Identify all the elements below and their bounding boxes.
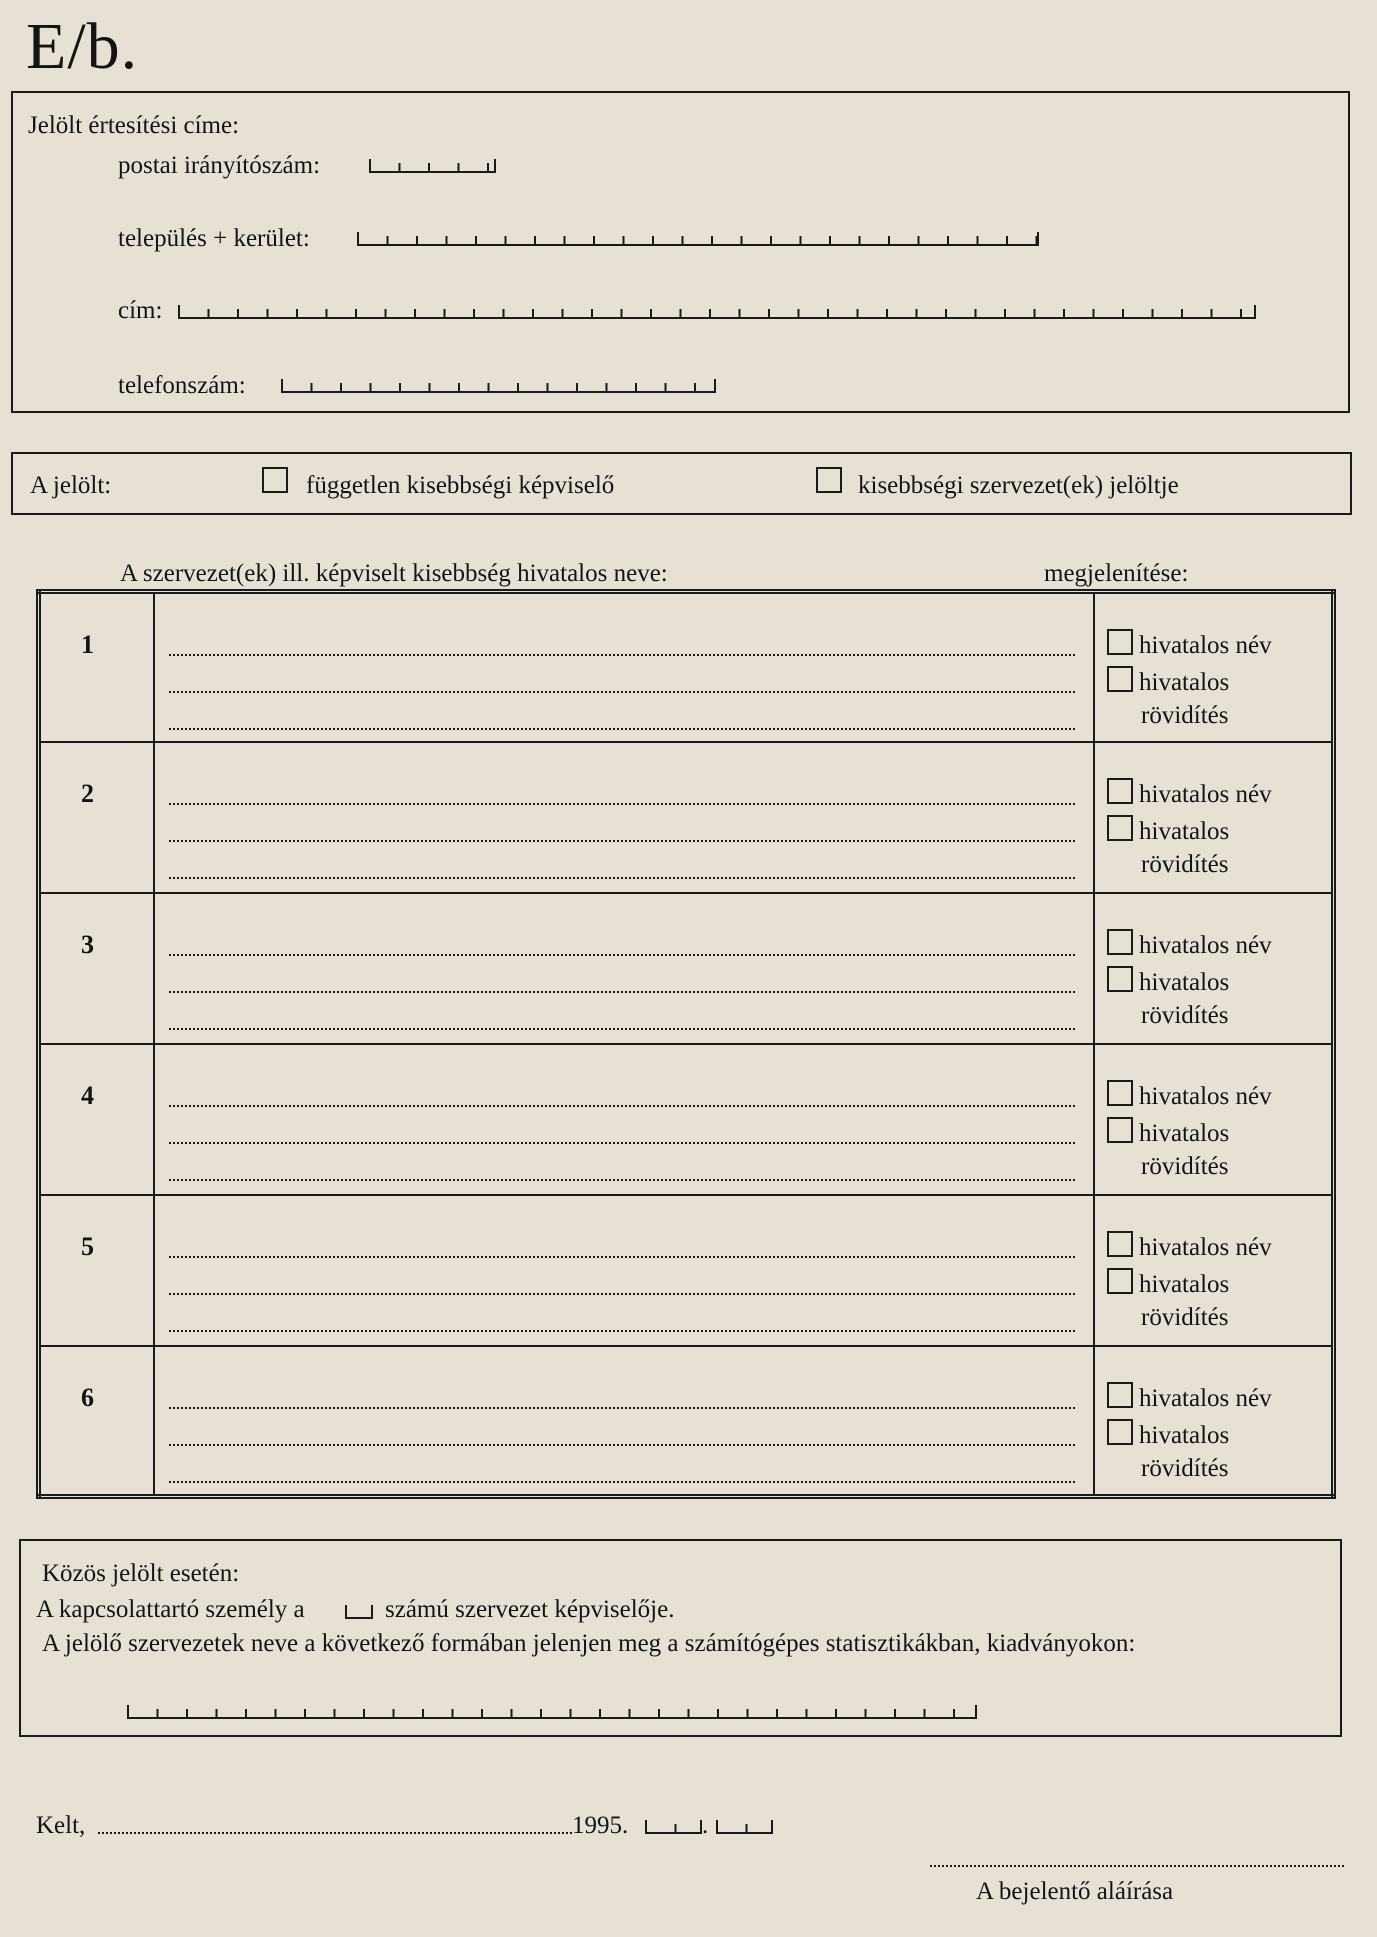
settlement-field[interactable] — [357, 232, 1039, 246]
org-name-line-2[interactable] — [169, 1444, 1075, 1446]
row-number: 1 — [81, 630, 94, 659]
official-abbreviation-option[interactable] — [1107, 815, 1229, 846]
table-row — [39, 1195, 1334, 1346]
official-abbreviation-option[interactable] — [1107, 966, 1229, 997]
official-name-checkbox[interactable] — [1107, 778, 1133, 804]
month-field[interactable] — [645, 1820, 702, 1834]
candidate-label: A jelölt: — [30, 472, 112, 499]
org-name-cell — [154, 742, 1094, 893]
official-name-option[interactable] — [1107, 778, 1272, 809]
display-header: megjelenítése: — [1044, 560, 1189, 587]
date-separator: . — [702, 1812, 709, 1839]
official-abbreviation-label-2: rövidítés — [1141, 851, 1229, 879]
independent-checkbox[interactable] — [262, 467, 288, 493]
official-abbreviation-label-2: rövidítés — [1141, 1303, 1229, 1331]
official-name-option[interactable] — [1107, 1382, 1272, 1413]
official-abbreviation-option[interactable] — [1107, 1419, 1229, 1450]
table-row — [39, 1346, 1334, 1497]
display-option-cell — [1094, 893, 1334, 1044]
org-name-line-1[interactable] — [169, 654, 1075, 656]
official-name-checkbox[interactable] — [1107, 1231, 1133, 1257]
official-name-checkbox[interactable] — [1107, 629, 1133, 655]
official-name-option[interactable] — [1107, 929, 1272, 960]
row-number: 2 — [81, 779, 94, 809]
official-abbreviation-label-2: rövidítés — [1141, 1152, 1229, 1180]
official-name-checkbox[interactable] — [1107, 1080, 1133, 1106]
org-name-line-3[interactable] — [169, 877, 1075, 879]
place-label: Kelt, — [36, 1812, 86, 1839]
display-option-cell — [1094, 1346, 1334, 1497]
address-heading: Jelölt értesítési címe: — [28, 112, 240, 139]
row-number-cell — [39, 1346, 155, 1497]
official-name-checkbox[interactable] — [1107, 929, 1133, 955]
display-option-cell — [1094, 1044, 1334, 1195]
official-abbreviation-label: hivatalos — [1139, 1119, 1230, 1147]
row-number-cell — [39, 592, 155, 743]
org-name-line-1[interactable] — [169, 803, 1075, 805]
contact-suffix: számú szervezet képviselője. — [385, 1596, 675, 1623]
official-name-label: hivatalos név — [1139, 932, 1272, 960]
org-name-line-1[interactable] — [169, 954, 1075, 956]
official-name-checkbox[interactable] — [1107, 1382, 1133, 1408]
table-row — [39, 592, 1334, 743]
official-abbreviation-label: hivatalos — [1139, 1270, 1230, 1298]
official-name-label: hivatalos név — [1139, 1384, 1272, 1412]
contact-org-number-field[interactable] — [345, 1605, 373, 1619]
official-name-label: hivatalos név — [1139, 1082, 1272, 1110]
org-name-header: A szervezet(ek) ill. képviselt kisebbség hivatalos neve: — [120, 560, 668, 587]
official-abbreviation-label: hivatalos — [1139, 969, 1230, 997]
row-number: 4 — [81, 1080, 94, 1110]
official-abbreviation-checkbox[interactable] — [1107, 1268, 1133, 1294]
phone-label: telefonszám: — [118, 372, 246, 399]
postal-code-field[interactable] — [369, 159, 496, 173]
official-abbreviation-checkbox[interactable] — [1107, 1419, 1133, 1445]
official-abbreviation-checkbox[interactable] — [1107, 1117, 1133, 1143]
org-name-line-2[interactable] — [169, 1142, 1075, 1144]
row-number-cell — [39, 742, 155, 893]
org-name-cell — [154, 1195, 1094, 1346]
org-name-line-3[interactable] — [169, 1481, 1075, 1483]
org-name-line-2[interactable] — [169, 691, 1075, 693]
official-name-label: hivatalos név — [1139, 1233, 1272, 1261]
display-name-field[interactable] — [127, 1705, 977, 1719]
official-abbreviation-checkbox[interactable] — [1107, 666, 1133, 692]
org-name-line-1[interactable] — [169, 1256, 1075, 1258]
day-field[interactable] — [716, 1820, 773, 1834]
org-candidate-label: kisebbségi szervezet(ek) jelöltje — [858, 472, 1179, 499]
official-abbreviation-option[interactable] — [1107, 1117, 1229, 1148]
org-name-line-2[interactable] — [169, 991, 1075, 993]
row-number-cell — [39, 1044, 155, 1195]
display-option-cell — [1094, 592, 1334, 743]
org-name-line-3[interactable] — [169, 1330, 1075, 1332]
official-name-option[interactable] — [1107, 629, 1272, 660]
org-name-cell — [154, 1346, 1094, 1497]
official-abbreviation-label-2: rövidítés — [1141, 702, 1229, 729]
official-abbreviation-checkbox[interactable] — [1107, 815, 1133, 841]
official-abbreviation-label: hivatalos — [1139, 1421, 1230, 1449]
row-number: 3 — [81, 930, 94, 960]
contact-prefix: A kapcsolattartó személy a — [36, 1596, 305, 1623]
official-abbreviation-label-2: rövidítés — [1141, 1002, 1229, 1030]
place-field[interactable] — [98, 1832, 572, 1834]
names-instruction: A jelölő szervezetek neve a következő formában jelenjen meg a számítógépes statisztikákban, kiadványokon: — [42, 1630, 1136, 1657]
street-label: cím: — [118, 297, 163, 324]
postal-code-label: postai irányítószám: — [118, 152, 321, 179]
official-abbreviation-label-2: rövidítés — [1141, 1454, 1229, 1482]
display-option-cell — [1094, 742, 1334, 893]
row-number-cell — [39, 1195, 155, 1346]
phone-field[interactable] — [281, 379, 716, 393]
official-abbreviation-label: hivatalos — [1139, 818, 1230, 846]
year-label: 1995. — [572, 1812, 629, 1839]
official-abbreviation-label: hivatalos — [1139, 669, 1230, 696]
settlement-label: település + kerület: — [118, 225, 310, 252]
org-candidate-checkbox[interactable] — [816, 467, 842, 493]
org-name-cell — [154, 893, 1094, 1044]
table-row — [39, 893, 1334, 1044]
form-code: E/b. — [26, 10, 139, 83]
table-row — [39, 742, 1334, 893]
official-abbreviation-option[interactable] — [1107, 1268, 1229, 1299]
org-name-line-3[interactable] — [169, 1028, 1075, 1030]
official-name-label: hivatalos név — [1139, 632, 1272, 659]
org-name-cell — [154, 592, 1094, 743]
official-abbreviation-option[interactable] — [1107, 666, 1229, 697]
org-name-line-3[interactable] — [169, 1179, 1075, 1181]
row-number: 6 — [81, 1382, 94, 1412]
organizations-table — [36, 589, 1336, 1499]
official-name-label: hivatalos név — [1139, 781, 1272, 809]
signature-label: A bejelentő aláírása — [976, 1878, 1174, 1905]
official-abbreviation-checkbox[interactable] — [1107, 966, 1133, 992]
signature-line[interactable] — [930, 1865, 1344, 1867]
org-name-line-2[interactable] — [169, 1293, 1075, 1295]
org-name-line-1[interactable] — [169, 1105, 1075, 1107]
table-row — [39, 1044, 1334, 1195]
official-name-option[interactable] — [1107, 1231, 1272, 1262]
row-number: 5 — [81, 1231, 94, 1261]
org-name-cell — [154, 1044, 1094, 1195]
official-name-option[interactable] — [1107, 1080, 1272, 1111]
display-option-cell — [1094, 1195, 1334, 1346]
independent-label: független kisebbségi képviselő — [306, 472, 615, 499]
street-field[interactable] — [178, 305, 1256, 319]
row-number-cell — [39, 893, 155, 1044]
org-name-line-1[interactable] — [169, 1407, 1075, 1409]
org-name-line-3[interactable] — [169, 728, 1075, 730]
org-name-line-2[interactable] — [169, 840, 1075, 842]
joint-heading: Közös jelölt esetén: — [42, 1560, 240, 1587]
